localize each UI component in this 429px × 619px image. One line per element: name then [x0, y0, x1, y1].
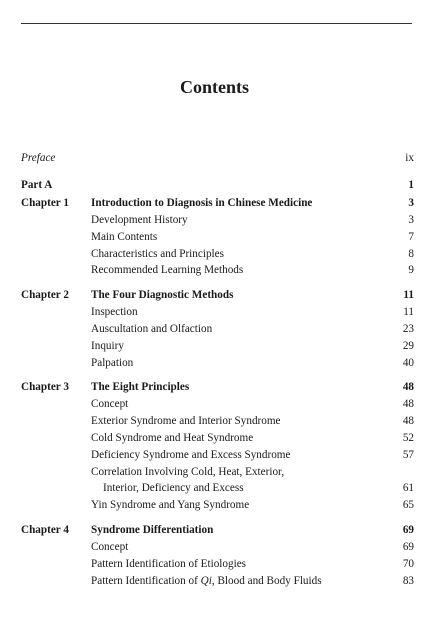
- toc-part-a[interactable]: [21, 178, 414, 192]
- toc-chapter-4[interactable]: [21, 522, 414, 539]
- toc-section[interactable]: [21, 338, 414, 355]
- chapter-label: Chapter 1: [21, 197, 69, 209]
- section-title: Inspection: [91, 306, 138, 319]
- toc-section[interactable]: [21, 430, 414, 447]
- section-page: 83: [402, 574, 414, 587]
- section-page: 29: [402, 339, 414, 352]
- page-title: Contents: [179, 77, 249, 97]
- toc-section[interactable]: [21, 556, 414, 573]
- section-title: Pattern Identification of Etiologies: [91, 557, 247, 570]
- toc-section[interactable]: [21, 229, 414, 246]
- toc-section[interactable]: [21, 447, 414, 464]
- chapter-page: 69: [402, 523, 414, 536]
- toc-part-a-page: 1: [408, 179, 414, 191]
- section-page: 9: [408, 264, 414, 277]
- toc-section[interactable]: [21, 304, 414, 321]
- section-title: Recommended Learning Methods: [91, 264, 244, 277]
- section-page: 48: [402, 415, 414, 428]
- table-of-contents: [21, 151, 414, 589]
- section-page: 69: [402, 540, 414, 553]
- section-title: Palpation: [91, 356, 134, 369]
- section-page: 65: [402, 499, 414, 512]
- toc-chapter-3[interactable]: [21, 379, 414, 396]
- section-page: 8: [408, 247, 414, 260]
- chapter-title: The Four Diagnostic Methods: [91, 289, 234, 302]
- section-title: Concept: [91, 540, 129, 553]
- toc-section[interactable]: [21, 355, 414, 372]
- section-title: Yin Syndrome and Yang Syndrome: [91, 499, 250, 512]
- section-title-line-2: Interior, Deficiency and Excess: [103, 482, 244, 495]
- section-page: 52: [402, 431, 414, 444]
- section-page: 61: [402, 482, 414, 495]
- section-title-post: , Blood and Body Fluids: [211, 574, 322, 587]
- section-page: 48: [402, 398, 414, 411]
- section-title-line-1: Correlation Involving Cold, Heat, Exterior,: [91, 465, 285, 478]
- toc-section-continued[interactable]: [21, 480, 414, 497]
- section-page: 23: [402, 322, 414, 335]
- section-title-pre: Pattern Identification of: [91, 574, 201, 587]
- section-page: 3: [408, 214, 414, 226]
- section-title: Concept: [91, 398, 129, 411]
- section-title: Development History: [91, 214, 188, 226]
- toc-section[interactable]: [21, 321, 414, 338]
- chapter-page: 3: [408, 197, 414, 209]
- toc-section[interactable]: [21, 573, 414, 590]
- toc-section[interactable]: [21, 464, 414, 481]
- chapter-label: Chapter 4: [21, 523, 69, 536]
- chapter-title: Syndrome Differentiation: [91, 523, 214, 536]
- section-page: 11: [403, 306, 414, 319]
- section-page: 57: [402, 448, 414, 461]
- toc-section[interactable]: [21, 413, 414, 430]
- section-title: Exterior Syndrome and Interior Syndrome: [91, 415, 281, 428]
- toc-section[interactable]: [21, 497, 414, 514]
- section-title: [91, 573, 322, 590]
- section-title: Deficiency Syndrome and Excess Syndrome: [91, 448, 291, 461]
- toc-preface-page: ix: [405, 152, 414, 164]
- toc-section[interactable]: [21, 539, 414, 556]
- toc-preface[interactable]: [21, 151, 414, 165]
- section-title-qi: Qi: [200, 574, 212, 587]
- chapter-title: The Eight Principles: [91, 381, 190, 394]
- section-page: 70: [402, 557, 414, 570]
- section-title: Characteristics and Principles: [91, 247, 224, 260]
- toc-section[interactable]: [21, 396, 414, 413]
- chapter-page: 11: [403, 289, 414, 302]
- toc-section[interactable]: [21, 212, 414, 229]
- top-rule: [21, 23, 412, 24]
- section-page: 7: [408, 230, 414, 243]
- section-title: Main Contents: [91, 230, 158, 243]
- toc-section[interactable]: [21, 262, 414, 279]
- section-title: Cold Syndrome and Heat Syndrome: [91, 431, 254, 444]
- chapter-title: Introduction to Diagnosis in Chinese Medicine: [91, 197, 313, 209]
- chapter-label: Chapter 2: [21, 289, 69, 302]
- toc-preface-label: Preface: [21, 152, 56, 164]
- toc-section[interactable]: [21, 246, 414, 263]
- chapter-page: 48: [402, 381, 414, 394]
- toc-chapter-2[interactable]: [21, 287, 414, 304]
- section-page: 40: [402, 356, 414, 369]
- toc-chapter-1[interactable]: [21, 195, 414, 212]
- chapter-label: Chapter 3: [21, 381, 69, 394]
- toc-part-a-label: Part A: [21, 179, 53, 191]
- section-title: Auscultation and Olfaction: [91, 322, 213, 335]
- section-title: Inquiry: [91, 339, 124, 352]
